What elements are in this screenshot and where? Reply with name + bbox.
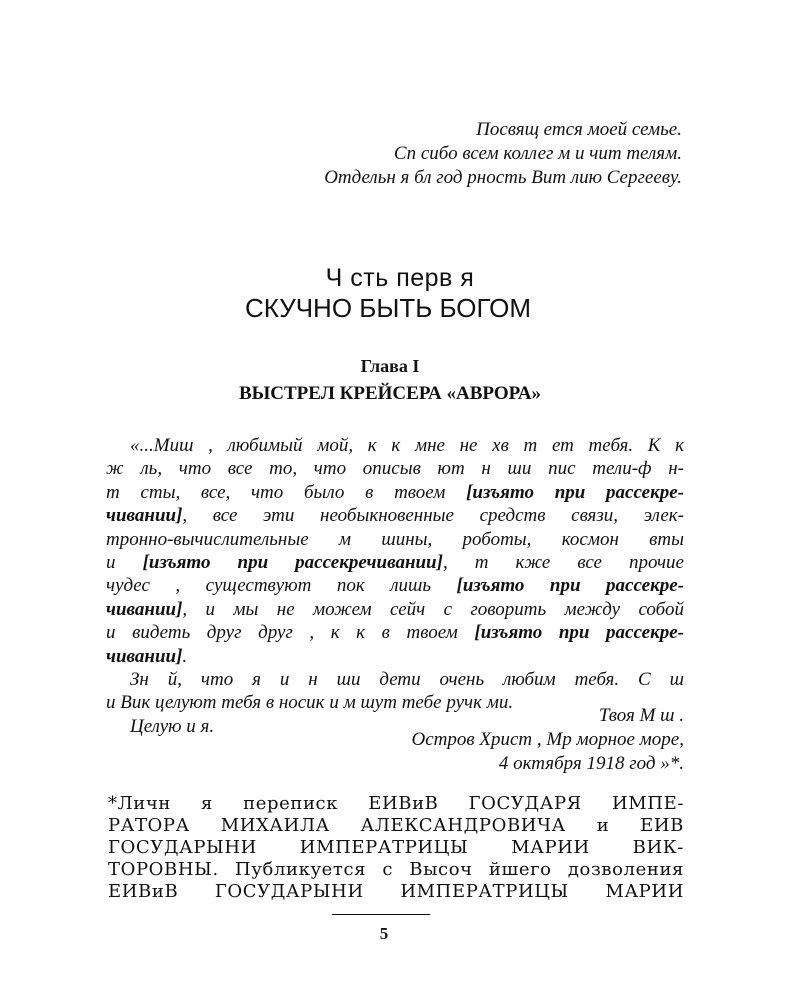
chapter-label: Глава I	[360, 356, 420, 376]
footnote-line: *Личн я переписк ЕИВиВ ГОСУДАРЯ ИМПЕ-	[108, 793, 684, 814]
redaction-mark: [изъято при рассекре-	[474, 622, 684, 644]
letter-text-span: и	[106, 551, 143, 573]
letter-line	[106, 598, 684, 621]
letter-text-span: ж ль, что все то, что описыв ют н ши пис тели-ф н-	[106, 458, 684, 480]
redaction-mark: [изъято при рассекре-	[456, 575, 684, 597]
letter-text-span: , т кже все прочие	[442, 551, 684, 573]
footnote-line: ЕИВиВ ГОСУДАРЫНИ ИМПЕРАТРИЦЫ МАРИИ	[108, 881, 684, 902]
footnote-line: ГОСУДАРЫНИ ИМПЕРАТРИЦЫ МАРИИ ВИК-	[108, 837, 684, 858]
signature-line: Остров Христ , Мр морное море,	[411, 729, 684, 750]
letter-line	[106, 504, 684, 527]
part-label: Ч сть перв я	[325, 264, 475, 292]
letter-line	[106, 481, 684, 504]
signature-line: Твоя М ш .	[598, 705, 684, 726]
letter-text-span: , все эти необыкновенные средств связи, элек-	[182, 505, 684, 527]
redaction-mark: чивании]	[106, 505, 183, 527]
page-number: 5	[379, 924, 389, 943]
letter-line	[106, 668, 684, 691]
dedication-line: Отдельн я бл год рность Вит лию Сергееву.	[324, 167, 682, 188]
dedication-line: Сп сибо всем коллег м и чит телям.	[393, 143, 682, 164]
redaction-mark: [изъято при рассекре-	[466, 481, 684, 503]
letter-text-span: тронно-вычислительные м шины, роботы, космон вты	[106, 528, 684, 550]
footnote-line: РАТОРА МИХАИЛА АЛЕКСАНДРОВИЧА и ЕИВ	[108, 815, 684, 836]
footnote-line: ТОРОВНЫ. Публикуется с Высоч йшего дозволения	[108, 859, 684, 880]
footnote	[108, 793, 684, 903]
redaction-mark: чивании]	[106, 598, 183, 620]
letter-line	[106, 645, 684, 668]
letter-text-span: «...Миш , любимый мой, к к мне не хв т ет тебя. К к	[130, 435, 684, 456]
dedication	[122, 118, 682, 190]
letter-line	[106, 574, 684, 597]
redaction-mark: чивании]	[106, 645, 183, 667]
signature-line: 4 октября 1918 год »*.	[498, 753, 684, 774]
letter-text-span: Зн й, что я и н ши дети очень любим тебя. С ш	[130, 668, 684, 690]
letter-text-span: Целую и я.	[130, 715, 215, 737]
letter-text-span: .	[182, 645, 188, 667]
letter-text-span: чудес , существуют пок лишь	[106, 575, 457, 597]
footer-rule	[332, 914, 430, 915]
redaction-mark: [изъято при рассекречивании]	[142, 551, 443, 573]
letter-text-span: и видеть друг друг , к к в твоем	[106, 622, 475, 644]
dedication-line: Посвящ ется моей семье.	[476, 119, 682, 140]
letter-text-span: , и мы не можем сейч с говорить между собой	[182, 598, 684, 620]
letter-line	[106, 621, 684, 644]
letter-text	[106, 434, 684, 738]
chapter-title: ВЫСТРЕЛ КРЕЙСЕРА «АВРОРА»	[238, 383, 542, 404]
letter-line	[106, 551, 684, 574]
letter-line	[106, 528, 684, 551]
letter-text-span: т сты, все, что было в твоем	[106, 481, 467, 503]
letter-text-span: и Вик целуют тебя в носик и м шут тебе ручк ми.	[106, 692, 514, 714]
signature	[184, 704, 684, 776]
part-title: СКУЧНО БЫТЬ БОГОМ	[244, 293, 532, 323]
letter-line	[106, 457, 684, 480]
letter-line	[106, 434, 684, 457]
